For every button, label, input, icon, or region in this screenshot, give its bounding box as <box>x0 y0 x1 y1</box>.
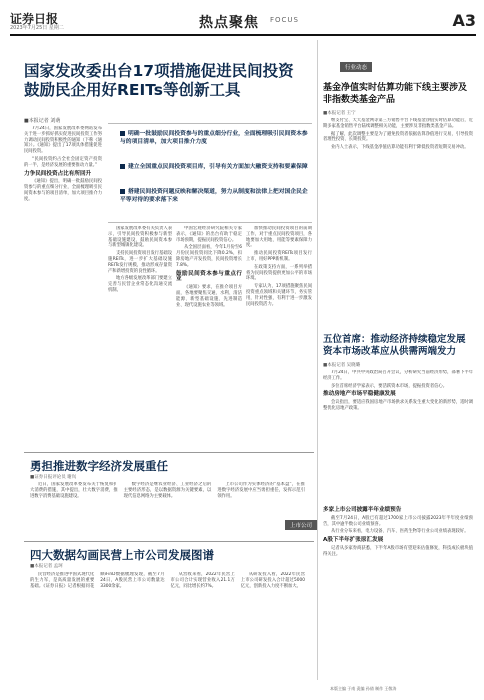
lead-headline: 国家发改委出台17项措施促进民间投资鼓励民企用好REITs等创新工具 <box>24 62 294 99</box>
issue-date: 2023年7月25日 星期二 <box>10 25 64 31</box>
paragraph: 中国宏观经济研究院相关专家表示，《通知》的出台有助于稳定市场预期，提振民间投资信心。 <box>176 226 242 243</box>
subheading: A股下半年扩张原汇发展 <box>323 537 384 544</box>
story-body <box>30 572 305 684</box>
lead-column-3 <box>176 226 242 448</box>
paragraph: 支持民间投资项目发行基础设施REITs，进一步扩大基础设施REITs发行规模，推动形成存量资产和新增投资的良性循环。 <box>108 251 172 274</box>
column-divider <box>317 40 318 680</box>
story-byline: ■本报记者 王宁 <box>323 111 356 116</box>
section-tag: 行业动态 <box>340 62 372 72</box>
paragraph: 多位首席经济学家表示，要活跃资本市场，提振投资者信心。 <box>331 383 448 389</box>
paragraph: 上市公司作为实体经济的“基本盘”，在推进数字经济发展中应当勇担重任，发挥示范引领作用。 <box>217 482 305 499</box>
story-byline: ■本报记者 孟珂 <box>30 564 63 569</box>
lead-column-4 <box>246 226 312 448</box>
paragraph: 《通知》要求，在推介项目方面，各地要聚焦交通、水利、清洁能源、新型基础设施、先进制造业、现代设施农业等领域。 <box>176 285 242 308</box>
bullet-icon <box>120 189 125 194</box>
paragraph: 地方各级发展改革部门要建立完善与民营企业常态化沟通交流机制。 <box>108 276 172 293</box>
subheading: 推动房地产市场平稳健康发展 <box>323 391 396 398</box>
story-byline: ■本报记者 吴晓璐 <box>323 363 361 368</box>
paragraph: 从全国层面看，今年1月份至6月份民间投资同比下降0.2%，扣除房地产开发投资，民间投资增长7.8%。 <box>176 245 242 268</box>
paragraph: 数字经济是继农业经济、工业经济之后的主要经济形态，是以数据资源为关键要素，以现代信息网络为主要载体。 <box>123 482 212 499</box>
key-point: 搭建民间投资问题反映和解决渠道，努力从制度和法律上把对国企民企平等对待的要求落下来 <box>120 189 308 203</box>
paragraph: 从研发投入看，2022年民营上市公司研发投入合计超过5000亿元，创新投入力度不断加大。 <box>240 572 305 589</box>
subheading: 鼓励民间资本参与重点行业 <box>176 270 242 283</box>
story-headline: 基金净值实时估算功能下线主要涉及非指数类基金产品 <box>323 83 468 105</box>
paragraph: 7月24日，中共中央政治局召开会议，分析研究当前经济形势，部署下半年经济工作。 <box>323 370 473 381</box>
story-headline: 五位首席：推动经济持续稳定发展资本市场改革应从供需两端发力 <box>323 334 466 357</box>
paragraph: 7月24日，国家发展改革委网站发布关于进一步抓好抓实促进民间投资工作努力调动民间投资积极性的通知（下称《通知》）。《通知》提出了17项具体措施促进民间投资。 <box>24 126 102 155</box>
paragraph: 民营经济是推进中国式现代化的生力军，是高质量发展的重要基础。《证券日报》记者根据同花顺iFinD数据梳理发现，截至7月24日，A股民营上市公司数量达3300余家。 <box>30 572 165 589</box>
section-divider <box>24 541 314 542</box>
page-number: A3 <box>452 11 476 30</box>
paragraph: 业内人士表示，下线基金净值估算功能有利于降低投资者短期交易冲动。 <box>331 145 469 151</box>
bullet-icon <box>120 131 125 136</box>
paragraph: 会议指出，要适应我国房地产市场供求关系发生重大变化的新形势，适时调整优化房地产政策。 <box>323 400 473 411</box>
paragraph: 从行业分布来看，电力设备、汽车、医药生物等行业公司业绩表现较好。 <box>331 529 469 535</box>
paragraph: 据了解，此次调整主要是为了避免投资者依据估算净值进行交易，引导投资者理性投资、长期投资。 <box>323 131 473 143</box>
section-title-en: FOCUS <box>270 16 299 24</box>
paragraph: 《通知》提出，明确一批鼓励民间投资参与的重点细分行业，全面梳理吸引民间资本参与的项目清单，加大项目推介力度。 <box>24 179 102 202</box>
key-points-box <box>108 123 312 223</box>
story-headline: 勇担推进数字经济发展重任 <box>30 459 168 473</box>
paragraph: 继支付宝、天天基金网等第三方销售平台下线基金净值实时估算功能后，近期多家基金销售平台陆续调整相关功能，主要涉及非指数类基金产品。 <box>323 118 473 129</box>
paragraph: “民间投资约占全社会固定资产投资的一半，是经济发展的重要推动力量。” <box>24 156 102 168</box>
paragraph: 加快推动民间投资项目的前期工作，对于重点民间投资项目，各地要加大用地、用能等要素保障力度。 <box>246 226 312 249</box>
bullet-icon <box>120 164 125 169</box>
story-body <box>30 482 305 538</box>
lead-column-2 <box>108 226 172 448</box>
page-footer: 本版主编 于南 责编 孙倩 制作 王敬涛 <box>330 686 397 691</box>
paragraph: 截至7月24日，A股已有超过1700家上市公司披露2023年半年度业绩预告，其中逾半数公司业绩预喜。 <box>323 515 473 527</box>
story-body <box>323 505 473 675</box>
section-divider <box>24 452 314 453</box>
paragraph: 专家认为，17项措施聚焦民间投资重点领域和关键环节，务实管用，针对性强，有利于进一步激发民间投资活力。 <box>246 284 312 307</box>
paragraph: 近日，国家发展改革委发布关于恢复和扩大消费的措施，其中提出，壮大数字消费，推进数字消费基础设施建设。 <box>30 482 118 499</box>
story-body <box>323 370 473 500</box>
story-byline: ■证券日报评论员 谢岚 <box>30 475 77 480</box>
paragraph: 国家发展改革委有关负责人表示，引导民间投资积极参与新型基础设施建设，鼓励民间资本参与新型城镇化建设。 <box>108 226 172 249</box>
paragraph: 在政策支持方面，一系列举措将为民间投资提供更加公平的市场环境。 <box>246 264 312 282</box>
section-tag: 上市公司 <box>285 520 317 530</box>
subheading: 多家上市公司披露半年业绩预告 <box>323 507 402 513</box>
subheading: 力争民间投资占比有所回升 <box>24 170 92 177</box>
section-title: 热点聚焦 <box>199 15 259 31</box>
newspaper-logo: 证券日报 <box>10 12 59 26</box>
lead-byline: ■本报记者 刘萌 <box>24 118 61 124</box>
key-point: 建立全国重点民间投资项目库，引导有关方面加大融资支持和要素保障 <box>120 163 308 171</box>
masthead <box>10 10 476 36</box>
paragraph: 记者从多家券商获悉，下半年A股市场有望迎来估值修复，科技成长板块值得关注。 <box>323 545 473 557</box>
story-body <box>323 118 473 328</box>
key-point: 明确一批鼓励民间投资参与的重点细分行业，全面梳理吸引民间资本参与的项目清单，加大项目推介力度 <box>120 131 308 145</box>
paragraph: 从营收来看，2022年民营上市公司合计实现营业收入21.1万亿元，同比增长约7%。 <box>170 572 235 589</box>
lead-column-1 <box>24 126 102 466</box>
paragraph: 推动民间投资REITs项目发行上市，用好PPP新机制。 <box>246 251 312 262</box>
story-headline: 四大数据勾画民营上市公司发展图谱 <box>30 548 214 562</box>
